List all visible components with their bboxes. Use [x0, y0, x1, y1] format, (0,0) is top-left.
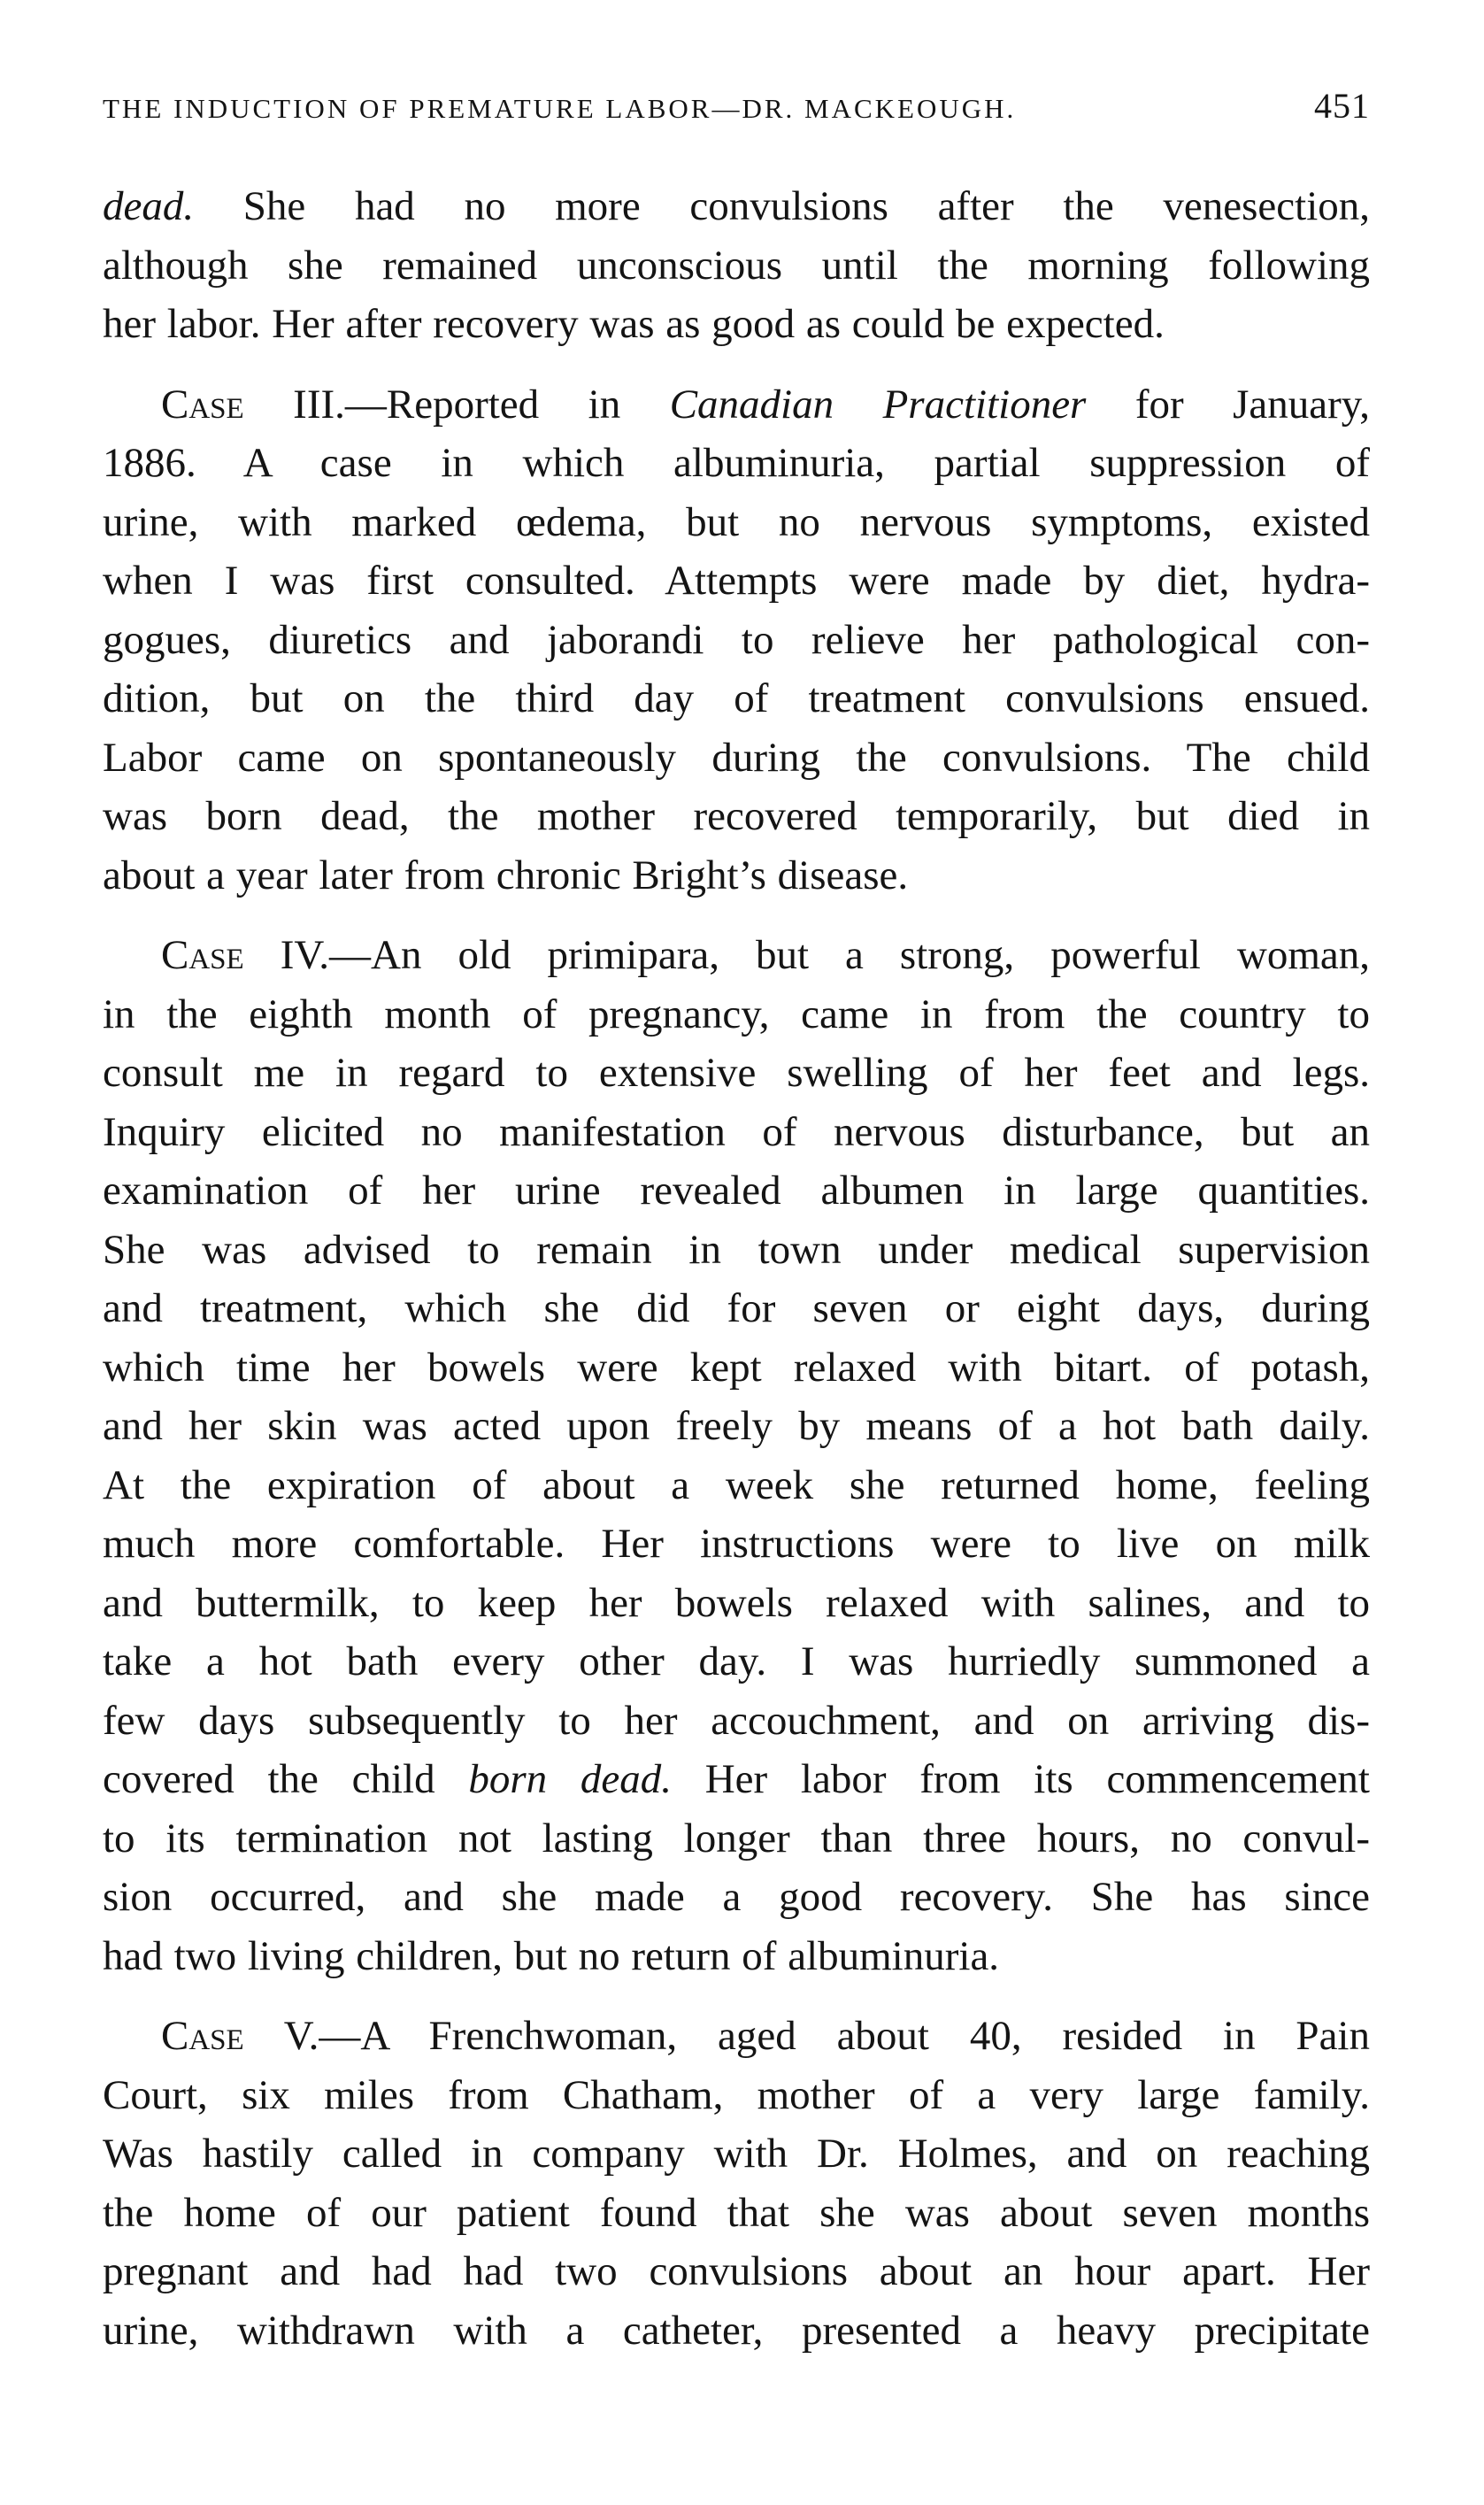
text-run: Inquiry elicited no manifestation of nervous disturbance, but an	[103, 1108, 1370, 1155]
italic-text: Canadian Practitioner	[669, 381, 1087, 428]
case-label: Case V.	[161, 2013, 319, 2059]
text-line	[103, 493, 1370, 552]
case-paragraph	[103, 2007, 1370, 2360]
text-line	[103, 1279, 1370, 1338]
paragraph	[103, 177, 1370, 354]
text-line	[103, 2066, 1370, 2125]
text-run: Her labor from its commencement	[671, 1756, 1370, 1802]
text-line	[103, 1397, 1370, 1456]
text-line	[103, 2124, 1370, 2184]
text-run: pregnant and had had two convulsions about an hour apart. Her	[103, 2248, 1370, 2294]
text-line	[103, 1103, 1370, 1162]
text-run: She had no more convulsions after the venesection,	[194, 183, 1370, 229]
text-run: Court, six miles from Chatham, mother of a very large family.	[103, 2071, 1370, 2118]
text-run: 1886. A case in which albuminuria, partial suppression of	[103, 440, 1370, 486]
text-run: dition, but on the third day of treatment convulsions ensued.	[103, 675, 1370, 721]
text-run: for January,	[1086, 381, 1370, 428]
text-line	[103, 846, 1370, 906]
italic-text: dead.	[103, 183, 195, 229]
text-line	[103, 375, 1370, 435]
text-run: gogues, diuretics and jaborandi to relieve her pathological con-	[103, 616, 1370, 663]
text-run: about a year later from chronic Bright’s disease.	[103, 852, 909, 898]
text-run: take a hot bath every other day. I was hurriedly summoned a	[103, 1638, 1370, 1684]
text-line	[103, 236, 1370, 296]
text-run: urine, withdrawn with a catheter, presented a heavy precipitate	[103, 2307, 1370, 2354]
text-line	[103, 1044, 1370, 1103]
text-line	[103, 551, 1370, 611]
text-line	[103, 2242, 1370, 2301]
text-run: in the eighth month of pregnancy, came in from the country to	[103, 990, 1370, 1037]
text-line	[103, 2184, 1370, 2243]
text-run: covered the child	[103, 1756, 469, 1802]
text-run: Labor came on spontaneously during the convulsions. The child	[103, 734, 1370, 781]
text-run: which time her bowels were kept relaxed with bitart. of potash,	[103, 1344, 1370, 1391]
text-line	[103, 1338, 1370, 1398]
text-line	[103, 1927, 1370, 1986]
text-line	[103, 1750, 1370, 1809]
text-line	[103, 1221, 1370, 1280]
text-line	[103, 2007, 1370, 2066]
running-head	[103, 85, 1370, 142]
body-text	[103, 177, 1370, 2360]
text-line	[103, 728, 1370, 788]
text-run: much more comfortable. Her instructions were to live on milk	[103, 1521, 1370, 1567]
document-page	[103, 85, 1370, 2381]
text-line	[103, 434, 1370, 493]
text-line	[103, 1574, 1370, 1633]
text-run: urine, with marked œdema, but no nervous symptoms, existed	[103, 498, 1370, 545]
text-run: and buttermilk, to keep her bowels relaxed with salines, and to	[103, 1579, 1370, 1626]
case-label: Case IV.	[161, 932, 329, 978]
text-line	[103, 1456, 1370, 1515]
text-line	[103, 1692, 1370, 1751]
text-run: consult me in regard to extensive swelling of her feet and legs.	[103, 1050, 1370, 1096]
text-run: Was hastily called in company with Dr. Holmes, and on reaching	[103, 2131, 1370, 2177]
text-run: At the expiration of about a week she returned home, feeling	[103, 1461, 1370, 1508]
text-line	[103, 1809, 1370, 1869]
text-run: —Reported in	[344, 381, 670, 428]
text-line	[103, 1161, 1370, 1221]
text-line	[103, 1868, 1370, 1927]
page-number: 451	[1314, 86, 1370, 126]
italic-text: born dead.	[468, 1756, 672, 1802]
text-line	[103, 985, 1370, 1044]
text-line	[103, 2301, 1370, 2361]
text-run: and her skin was acted upon freely by means of a hot bath daily.	[103, 1403, 1370, 1449]
running-head-title: THE INDUCTION OF PREMATURE LABOR—DR. MACKEOUGH.	[103, 93, 1017, 124]
text-run: and treatment, which she did for seven or eight days, during	[103, 1285, 1370, 1331]
text-run: her labor. Her after recovery was as good as could be expected.	[103, 301, 1165, 347]
text-line	[103, 1515, 1370, 1574]
text-run: sion occurred, and she made a good recovery. She has since	[103, 1874, 1370, 1920]
text-run: had two living children, but no return of albuminuria.	[103, 1932, 1000, 1979]
text-line	[103, 177, 1370, 236]
text-line	[103, 926, 1370, 985]
text-run: She was advised to remain in town under medical supervision	[103, 1226, 1370, 1273]
text-line	[103, 787, 1370, 846]
text-run: —An old primipara, but a strong, powerful woman,	[329, 932, 1370, 978]
text-run: when I was first consulted. Attempts were made by diet, hydra-	[103, 558, 1370, 604]
text-run: —A Frenchwoman, aged about 40, resided in Pain	[319, 2013, 1370, 2059]
case-paragraph	[103, 926, 1370, 1985]
text-run: examination of her urine revealed albumen in large quantities.	[103, 1168, 1370, 1214]
case-paragraph	[103, 375, 1370, 906]
text-line	[103, 1632, 1370, 1692]
text-line	[103, 669, 1370, 728]
case-label: Case III.	[161, 381, 345, 428]
text-run: was born dead, the mother recovered temporarily, but died in	[103, 793, 1370, 839]
text-run: few days subsequently to her accouchment, and on arriving dis-	[103, 1697, 1370, 1744]
text-run: the home of our patient found that she was about seven months	[103, 2189, 1370, 2236]
text-run: to its termination not lasting longer than three hours, no convul-	[103, 1815, 1370, 1861]
text-line	[103, 611, 1370, 670]
text-line	[103, 295, 1370, 354]
text-run: although she remained unconscious until the morning following	[103, 242, 1370, 289]
